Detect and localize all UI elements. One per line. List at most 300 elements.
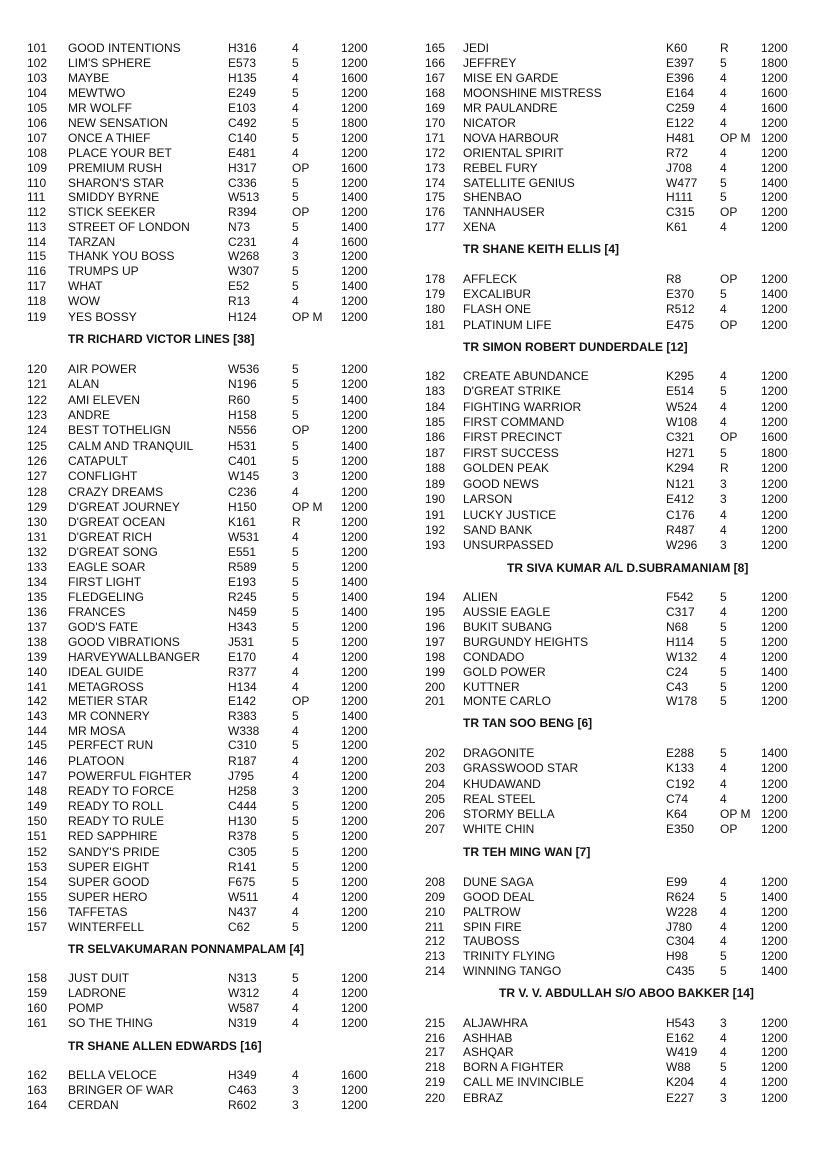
row-number: 116 xyxy=(27,264,47,278)
horse-name: DRAGONITE xyxy=(463,746,535,760)
horse-name: CREATE ABUNDANCE xyxy=(463,369,589,383)
rating: 5 xyxy=(720,176,727,190)
horse-name: AMI ELEVEN xyxy=(68,393,141,407)
horse-code: C192 xyxy=(666,777,695,791)
distance: 1200 xyxy=(761,369,788,383)
horse-code: C317 xyxy=(666,605,695,619)
rating: 5 xyxy=(292,56,299,70)
row-number: 132 xyxy=(27,545,48,559)
row-number: 172 xyxy=(425,146,446,160)
rating: 4 xyxy=(720,934,727,948)
row-number: 175 xyxy=(425,190,446,204)
distance: 1400 xyxy=(341,575,368,589)
row-number: 156 xyxy=(27,905,48,919)
distance: 1200 xyxy=(761,461,788,475)
distance: 1200 xyxy=(761,1016,788,1030)
horse-name: PLATINUM LIFE xyxy=(463,318,552,332)
row-number: 147 xyxy=(27,769,48,783)
distance: 1200 xyxy=(761,920,788,934)
horse-code: C259 xyxy=(666,101,695,115)
distance: 1200 xyxy=(341,56,368,70)
horse-name: LUCKY JUSTICE xyxy=(463,508,557,522)
row-number: 142 xyxy=(27,694,48,708)
row-number: 139 xyxy=(27,650,48,664)
rating: 5 xyxy=(292,829,299,843)
distance: 1200 xyxy=(761,190,788,204)
horse-code: K133 xyxy=(666,761,695,775)
rating: OP M xyxy=(292,310,323,324)
rating: 4 xyxy=(720,523,727,537)
row-number: 159 xyxy=(27,986,48,1000)
row-number: 195 xyxy=(425,605,446,619)
horse-code: R245 xyxy=(228,590,257,604)
horse-code: E396 xyxy=(666,71,695,85)
horse-code: W477 xyxy=(666,176,698,190)
horse-name: THANK YOU BOSS xyxy=(68,249,175,263)
horse-code: E99 xyxy=(666,875,688,889)
row-number: 213 xyxy=(425,949,446,963)
distance: 1200 xyxy=(761,523,788,537)
rating: 5 xyxy=(292,190,299,204)
horse-code: H343 xyxy=(228,620,257,634)
distance: 1200 xyxy=(341,530,368,544)
rating: 4 xyxy=(292,905,299,919)
row-number: 129 xyxy=(27,500,48,514)
row-number: 114 xyxy=(27,235,47,249)
row-number: 155 xyxy=(27,890,48,904)
rating: 4 xyxy=(720,86,727,100)
horse-name: EAGLE SOAR xyxy=(68,560,146,574)
row-number: 123 xyxy=(27,408,48,422)
horse-name: UNSURPASSED xyxy=(463,538,554,552)
horse-code: C435 xyxy=(666,964,695,978)
row-number: 130 xyxy=(27,515,48,529)
trainer-heading: TR SELVAKUMARAN PONNAMPALAM [4] xyxy=(68,942,304,956)
trainer-heading: TR V. V. ABDULLAH S/O ABOO BAKKER [14] xyxy=(499,986,754,1000)
horse-code: E350 xyxy=(666,822,695,836)
rating: 5 xyxy=(292,738,299,752)
horse-code: W536 xyxy=(228,362,260,376)
rating: 4 xyxy=(720,369,727,383)
rating: 5 xyxy=(292,709,299,723)
row-number: 153 xyxy=(27,860,48,874)
horse-code: R141 xyxy=(228,860,257,874)
horse-name: ALJAWHRA xyxy=(463,1016,528,1030)
rating: 4 xyxy=(720,1045,727,1059)
horse-code: N68 xyxy=(666,620,689,634)
row-number: 184 xyxy=(425,400,446,414)
horse-code: R602 xyxy=(228,1098,257,1112)
horse-code: R377 xyxy=(228,665,257,679)
horse-code: E475 xyxy=(666,318,695,332)
horse-name: PLATOON xyxy=(68,754,125,768)
horse-code: K294 xyxy=(666,461,695,475)
row-number: 134 xyxy=(27,575,48,589)
rating: 5 xyxy=(292,860,299,874)
rating: 5 xyxy=(292,362,299,376)
horse-code: N313 xyxy=(228,971,257,985)
rating: 3 xyxy=(720,538,727,552)
distance: 1400 xyxy=(341,393,368,407)
rating: 5 xyxy=(292,176,299,190)
distance: 1200 xyxy=(341,86,368,100)
horse-code: W587 xyxy=(228,1001,260,1015)
row-number: 185 xyxy=(425,415,446,429)
horse-code: R383 xyxy=(228,709,257,723)
horse-name: MR CONNERY xyxy=(68,709,150,723)
row-number: 204 xyxy=(425,777,446,791)
horse-name: MAYBE xyxy=(68,71,110,85)
horse-name: MR PAULANDRE xyxy=(463,101,558,115)
distance: 1600 xyxy=(341,1068,368,1082)
horse-name: ASHHAB xyxy=(463,1031,513,1045)
horse-name: WINNING TANGO xyxy=(463,964,562,978)
horse-code: W178 xyxy=(666,694,698,708)
horse-name: NICATOR xyxy=(463,116,516,130)
distance: 1200 xyxy=(341,635,368,649)
rating: 5 xyxy=(292,86,299,100)
distance: 1200 xyxy=(761,807,788,821)
horse-code: H349 xyxy=(228,1068,257,1082)
distance: 1200 xyxy=(341,890,368,904)
row-number: 200 xyxy=(425,680,446,694)
horse-code: H317 xyxy=(228,161,257,175)
rating: OP xyxy=(720,272,738,286)
row-number: 133 xyxy=(27,560,48,574)
horse-name: CALM AND TRANQUIL xyxy=(68,439,194,453)
distance: 1200 xyxy=(761,650,788,664)
distance: 1400 xyxy=(341,439,368,453)
horse-code: N196 xyxy=(228,377,257,391)
distance: 1200 xyxy=(761,1031,788,1045)
distance: 1800 xyxy=(761,446,788,460)
horse-name: XENA xyxy=(463,220,496,234)
horse-name: GOOD VIBRATIONS xyxy=(68,635,180,649)
row-number: 193 xyxy=(425,538,446,552)
horse-name: FLASH ONE xyxy=(463,302,532,316)
horse-code: H481 xyxy=(666,131,695,145)
row-number: 168 xyxy=(425,86,446,100)
horse-name: BELLA VELOCE xyxy=(68,1068,157,1082)
rating: OP xyxy=(720,822,738,836)
horse-name: AUSSIE EAGLE xyxy=(463,605,551,619)
row-number: 137 xyxy=(27,620,48,634)
distance: 1200 xyxy=(341,845,368,859)
row-number: 186 xyxy=(425,430,446,444)
rating: 5 xyxy=(292,131,299,145)
horse-name: RED SAPPHIRE xyxy=(68,829,158,843)
distance: 1200 xyxy=(761,590,788,604)
horse-code: W524 xyxy=(666,400,698,414)
rating: 4 xyxy=(720,400,727,414)
horse-code: R13 xyxy=(228,294,251,308)
rating: 4 xyxy=(292,530,299,544)
row-number: 149 xyxy=(27,799,48,813)
distance: 1200 xyxy=(341,41,368,55)
horse-code: F542 xyxy=(666,590,694,604)
distance: 1200 xyxy=(761,146,788,160)
horse-code: E103 xyxy=(228,101,257,115)
row-number: 182 xyxy=(425,369,446,383)
horse-code: W513 xyxy=(228,190,260,204)
row-number: 162 xyxy=(27,1068,48,1082)
rating: 5 xyxy=(292,439,299,453)
distance: 1200 xyxy=(341,560,368,574)
distance: 1200 xyxy=(341,738,368,752)
row-number: 160 xyxy=(27,1001,48,1015)
horse-code: R512 xyxy=(666,302,695,316)
rating: 3 xyxy=(292,1098,299,1112)
distance: 1200 xyxy=(761,605,788,619)
horse-code: K60 xyxy=(666,41,688,55)
rating: 5 xyxy=(720,746,727,760)
horse-name: KUTTNER xyxy=(463,680,520,694)
horse-name: SHARON'S STAR xyxy=(68,176,165,190)
row-number: 203 xyxy=(425,761,446,775)
row-number: 202 xyxy=(425,746,446,760)
row-number: 165 xyxy=(425,41,446,55)
distance: 1200 xyxy=(341,905,368,919)
horse-code: J780 xyxy=(666,920,693,934)
horse-code: K161 xyxy=(228,515,257,529)
rating: OP xyxy=(720,430,738,444)
row-number: 131 xyxy=(27,530,48,544)
rating: 4 xyxy=(720,302,727,316)
rating: R xyxy=(720,41,729,55)
row-number: 214 xyxy=(425,964,446,978)
distance: 1400 xyxy=(761,176,788,190)
rating: 4 xyxy=(720,71,727,85)
row-number: 152 xyxy=(27,845,48,859)
horse-code: K64 xyxy=(666,807,688,821)
row-number: 138 xyxy=(27,635,48,649)
horse-name: READY TO FORCE xyxy=(68,784,175,798)
horse-code: H271 xyxy=(666,446,695,460)
trainer-heading: TR SHANE KEITH ELLIS [4] xyxy=(463,242,620,256)
distance: 1200 xyxy=(341,1001,368,1015)
row-number: 183 xyxy=(425,384,446,398)
rating: 5 xyxy=(720,890,727,904)
rating: 4 xyxy=(720,792,727,806)
distance: 1200 xyxy=(761,1091,788,1105)
horse-code: C321 xyxy=(666,430,695,444)
horse-name: HARVEYWALLBANGER xyxy=(68,650,201,664)
horse-name: SUPER EIGHT xyxy=(68,860,150,874)
row-number: 108 xyxy=(27,146,48,160)
distance: 1400 xyxy=(761,890,788,904)
rating: 4 xyxy=(292,1001,299,1015)
distance: 1200 xyxy=(341,799,368,813)
row-number: 181 xyxy=(425,318,446,332)
row-number: 157 xyxy=(27,920,48,934)
rating: 5 xyxy=(720,635,727,649)
row-number: 191 xyxy=(425,508,446,522)
row-number: 127 xyxy=(27,469,48,483)
row-number: 170 xyxy=(425,116,446,130)
distance: 1200 xyxy=(341,650,368,664)
row-number: 150 xyxy=(27,814,48,828)
horse-name: GRASSWOOD STAR xyxy=(463,761,579,775)
row-number: 208 xyxy=(425,875,446,889)
row-number: 180 xyxy=(425,302,446,316)
distance: 1200 xyxy=(761,538,788,552)
row-number: 119 xyxy=(27,310,47,324)
rating: OP xyxy=(292,161,310,175)
horse-name: ALAN xyxy=(68,377,100,391)
rating: 4 xyxy=(720,116,727,130)
horse-code: W145 xyxy=(228,469,260,483)
row-number: 216 xyxy=(425,1031,446,1045)
distance: 1200 xyxy=(761,694,788,708)
rating: 5 xyxy=(292,454,299,468)
horse-code: H124 xyxy=(228,310,257,324)
rating: 4 xyxy=(720,605,727,619)
row-number: 112 xyxy=(27,205,47,219)
horse-name: TRUMPS UP xyxy=(68,264,139,278)
rating: 5 xyxy=(292,408,299,422)
trainer-heading: TR TEH MING WAN [7] xyxy=(463,845,591,859)
rating: 4 xyxy=(292,665,299,679)
horse-code: K61 xyxy=(666,220,688,234)
horse-code: E249 xyxy=(228,86,257,100)
rating: 4 xyxy=(720,920,727,934)
horse-name: SPIN FIRE xyxy=(463,920,522,934)
horse-code: W531 xyxy=(228,530,260,544)
distance: 1400 xyxy=(341,605,368,619)
horse-code: C176 xyxy=(666,508,695,522)
distance: 1200 xyxy=(761,272,788,286)
row-number: 169 xyxy=(425,101,446,115)
distance: 1200 xyxy=(341,724,368,738)
horse-code: J708 xyxy=(666,161,693,175)
horse-name: DUNE SAGA xyxy=(463,875,534,889)
horse-name: READY TO RULE xyxy=(68,814,165,828)
trainer-heading: TR TAN SOO BENG [6] xyxy=(463,716,593,730)
row-number: 178 xyxy=(425,272,446,286)
distance: 1200 xyxy=(341,362,368,376)
horse-name: FIRST LIGHT xyxy=(68,575,142,589)
horse-name: JUST DUIT xyxy=(68,971,130,985)
distance: 1200 xyxy=(761,635,788,649)
horse-name: SMIDDY BYRNE xyxy=(68,190,160,204)
horse-name: BRINGER OF WAR xyxy=(68,1083,174,1097)
horse-name: SUPER GOOD xyxy=(68,875,150,889)
horse-name: YES BOSSY xyxy=(68,310,137,324)
rating: 5 xyxy=(720,56,727,70)
horse-name: ALIEN xyxy=(463,590,498,604)
distance: 1800 xyxy=(341,116,368,130)
distance: 1200 xyxy=(761,1075,788,1089)
horse-code: R378 xyxy=(228,829,257,843)
horse-code: E193 xyxy=(228,575,257,589)
row-number: 161 xyxy=(27,1016,48,1030)
horse-name: MONTE CARLO xyxy=(463,694,552,708)
horse-name: WHAT xyxy=(68,279,103,293)
distance: 1200 xyxy=(761,934,788,948)
horse-code: E288 xyxy=(666,746,695,760)
horse-name: MISE EN GARDE xyxy=(463,71,559,85)
distance: 1200 xyxy=(341,423,368,437)
row-number: 220 xyxy=(425,1091,446,1105)
horse-name: BUKIT SUBANG xyxy=(463,620,553,634)
row-number: 217 xyxy=(425,1045,446,1059)
rating: 4 xyxy=(292,71,299,85)
horse-code: E162 xyxy=(666,1031,695,1045)
rating: 4 xyxy=(720,415,727,429)
horse-code: H134 xyxy=(228,680,257,694)
rating: 5 xyxy=(292,220,299,234)
horse-name: LADRONE xyxy=(68,986,127,1000)
row-number: 199 xyxy=(425,665,446,679)
horse-code: N437 xyxy=(228,905,257,919)
row-number: 176 xyxy=(425,205,446,219)
horse-name: GOOD DEAL xyxy=(463,890,535,904)
horse-code: E481 xyxy=(228,146,257,160)
distance: 1200 xyxy=(341,205,368,219)
distance: 1200 xyxy=(341,408,368,422)
row-number: 189 xyxy=(425,477,446,491)
row-number: 154 xyxy=(27,875,48,889)
rating: 4 xyxy=(292,485,299,499)
rating: 5 xyxy=(720,964,727,978)
horse-code: H316 xyxy=(228,41,257,55)
distance: 1200 xyxy=(341,131,368,145)
rating: 4 xyxy=(292,146,299,160)
rating: 4 xyxy=(720,777,727,791)
horse-name: MR MOSA xyxy=(68,724,126,738)
horse-name: TAFFETAS xyxy=(68,905,128,919)
horse-name: KHUDAWAND xyxy=(463,777,541,791)
rating: 5 xyxy=(292,377,299,391)
distance: 1200 xyxy=(341,814,368,828)
rating: 3 xyxy=(720,492,727,506)
rating: 4 xyxy=(720,761,727,775)
rating: 4 xyxy=(292,650,299,664)
horse-name: CONFLIGHT xyxy=(68,469,138,483)
horse-name: PALTROW xyxy=(463,905,521,919)
rating: 5 xyxy=(720,949,727,963)
rating: 5 xyxy=(292,799,299,813)
rating: 4 xyxy=(292,1016,299,1030)
horse-code: H258 xyxy=(228,784,257,798)
rating: 5 xyxy=(292,875,299,889)
row-number: 111 xyxy=(27,190,46,204)
horse-name: NEW SENSATION xyxy=(68,116,168,130)
rating: 5 xyxy=(292,605,299,619)
row-number: 194 xyxy=(425,590,446,604)
horse-code: R589 xyxy=(228,560,257,574)
rating: 5 xyxy=(292,279,299,293)
horse-name: CONDADO xyxy=(463,650,525,664)
horse-code: N556 xyxy=(228,423,257,437)
horse-code: E164 xyxy=(666,86,695,100)
horse-name: FLEDGELING xyxy=(68,590,145,604)
rating: 4 xyxy=(720,508,727,522)
horse-code: H130 xyxy=(228,814,257,828)
horse-name: PREMIUM RUSH xyxy=(68,161,163,175)
horse-name: EBRAZ xyxy=(463,1091,504,1105)
row-number: 166 xyxy=(425,56,446,70)
rating: 4 xyxy=(292,235,299,249)
horse-name: PLACE YOUR BET xyxy=(68,146,172,160)
rating: 5 xyxy=(292,264,299,278)
rating: 5 xyxy=(292,814,299,828)
row-number: 105 xyxy=(27,101,48,115)
row-number: 211 xyxy=(425,920,445,934)
horse-code: C336 xyxy=(228,176,257,190)
horse-name: WHITE CHIN xyxy=(463,822,535,836)
horse-code: W419 xyxy=(666,1045,698,1059)
